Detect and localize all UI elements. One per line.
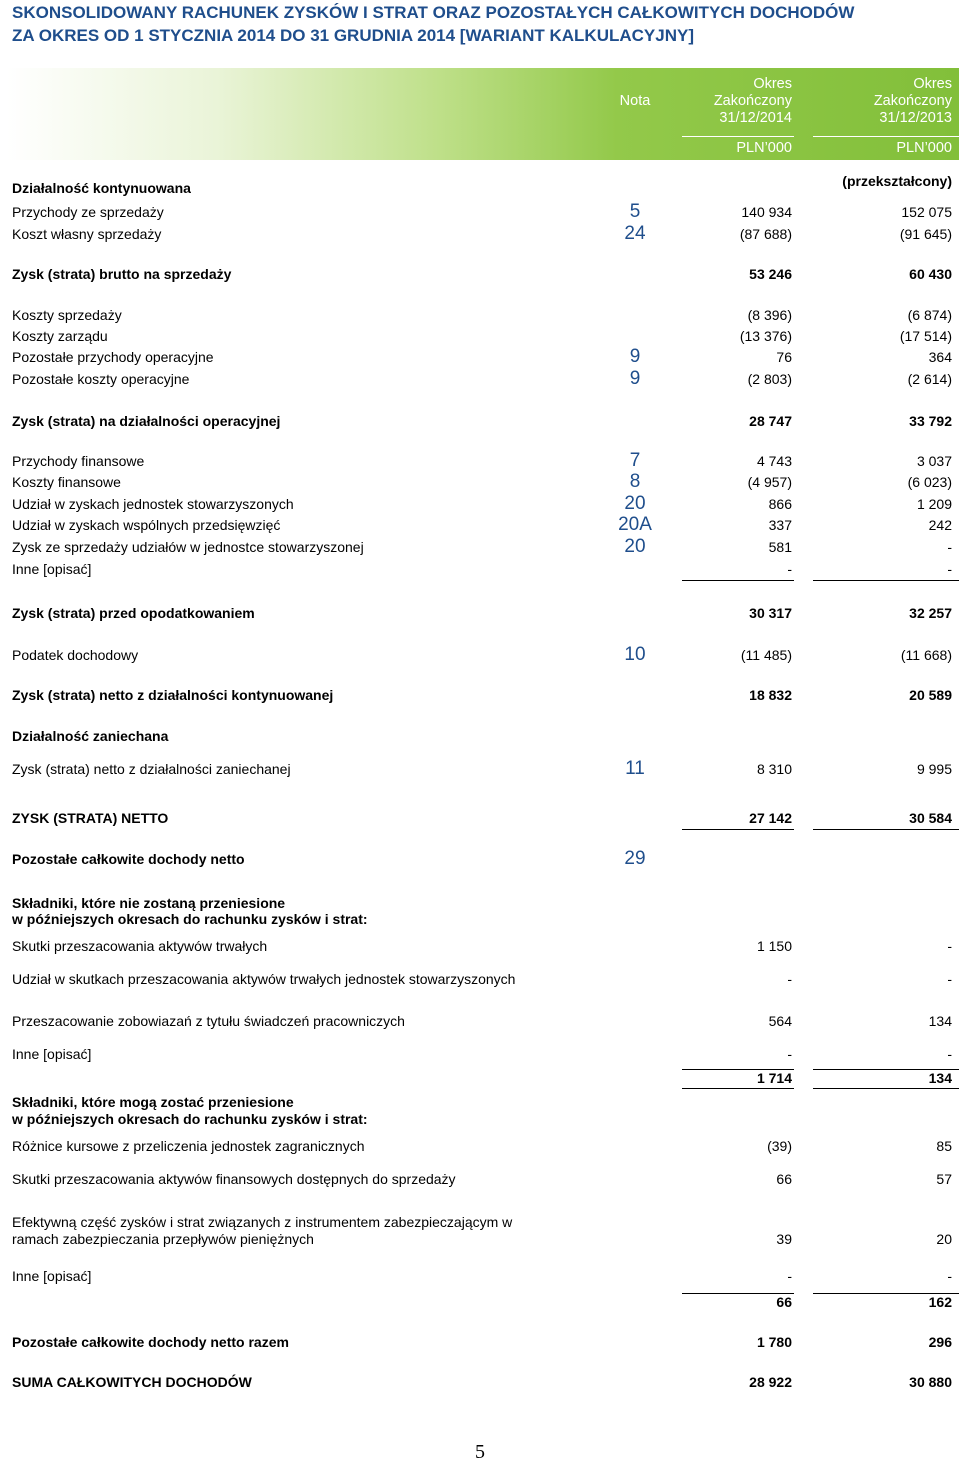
row-label: Koszty finansowe — [12, 474, 121, 490]
row-value-2014: 66 — [776, 1171, 792, 1187]
row-value-2014: 581 — [768, 539, 792, 555]
row-value-2013: 33 792 — [909, 413, 952, 429]
statement-title-line2: ZA OKRES OD 1 STYCZNIA 2014 DO 31 GRUDNIA 2014 [WARIANT KALKULACYJNY] — [12, 26, 694, 45]
row-value-2014: (13 376) — [739, 328, 792, 344]
table-row — [0, 1266, 960, 1286]
row-value-2013: (17 514) — [899, 328, 952, 344]
row-value-2014: 337 — [768, 517, 792, 533]
row-value-2013: - — [947, 561, 952, 577]
row-value-2013: 1 209 — [916, 496, 952, 512]
header-col2-line3: 31/12/2013 — [879, 110, 952, 126]
row-label: Składniki, które mogą zostać przeniesione — [12, 1094, 294, 1110]
row-value-2013: (2 614) — [907, 371, 952, 387]
row-label: Udział w skutkach przeszacowania aktywów trwałych jednostek stowarzyszonych — [12, 971, 516, 987]
table-row — [0, 305, 960, 325]
row-note: 11 — [625, 758, 645, 779]
row-label: Działalność zaniechana — [12, 728, 169, 744]
table-row — [0, 1068, 960, 1088]
row-value-2013: 32 257 — [909, 605, 952, 621]
total-underline — [813, 829, 959, 830]
row-label: Działalność kontynuowana — [12, 180, 191, 196]
table-row — [0, 264, 960, 284]
row-value-2013: - — [947, 971, 952, 987]
row-value-2013: - — [947, 1046, 952, 1062]
row-value-2014: (11 485) — [740, 647, 792, 663]
row-label: Skutki przeszacowania aktywów finansowych dostępnych do sprzedaży — [12, 1171, 456, 1187]
row-value-2013: 30 584 — [909, 810, 952, 826]
table-row — [0, 559, 960, 579]
row-note: 29 — [624, 848, 646, 869]
header-col1-line1: Okres — [753, 76, 792, 92]
table-row — [0, 849, 960, 869]
header-divider-col1 — [682, 136, 794, 137]
row-label: Udział w zyskach wspólnych przedsięwzięć — [12, 517, 281, 533]
row-label: Efektywną część zysków i strat związanych z instrumentem zabezpieczającym w — [12, 1214, 513, 1230]
row-value-2013: - — [947, 938, 952, 954]
table-row — [0, 726, 960, 746]
table-row — [0, 1292, 960, 1312]
row-value-2014: 66 — [776, 1294, 792, 1310]
table-row — [0, 1169, 960, 1189]
row-value-2014: 1 780 — [756, 1334, 792, 1350]
total-underline — [682, 829, 794, 830]
row-label: Koszty sprzedaży — [12, 307, 122, 323]
row-value-2013: 242 — [928, 517, 952, 533]
table-row — [0, 411, 960, 431]
header-col2-unit: PLN’000 — [896, 140, 952, 156]
row-value-2014: 76 — [776, 349, 792, 365]
table-row — [0, 969, 960, 989]
table-row — [0, 537, 960, 557]
header-restated-label: (przekształcony) — [842, 173, 952, 189]
row-label: Przychody finansowe — [12, 453, 145, 469]
row-value-2013: 152 075 — [901, 204, 952, 220]
table-row — [0, 326, 960, 346]
table-row — [0, 515, 960, 535]
table-row — [0, 451, 960, 471]
row-note: 8 — [629, 471, 641, 492]
table-row — [0, 645, 960, 665]
row-label: Inne [opisać] — [12, 1046, 92, 1062]
table-row — [0, 494, 960, 514]
row-value-2013: 85 — [936, 1138, 952, 1154]
row-label: Zysk (strata) przed opodatkowaniem — [12, 605, 255, 621]
table-row — [0, 759, 960, 779]
row-label: Pozostałe koszty operacyjne — [12, 371, 190, 387]
row-value-2014: - — [787, 971, 792, 987]
row-label: Zysk ze sprzedaży udziałów w jednostce stowarzyszonej — [12, 539, 364, 555]
header-col1-line3: 31/12/2014 — [719, 110, 792, 126]
row-label: SUMA CAŁKOWITYCH DOCHODÓW — [12, 1374, 252, 1390]
row-value-2014: 866 — [768, 496, 792, 512]
table-row — [0, 1011, 960, 1031]
row-value-2013: 20 589 — [909, 687, 952, 703]
table-row — [0, 1136, 960, 1156]
row-note: 20 — [624, 536, 646, 557]
row-note: 10 — [624, 644, 646, 665]
total-underline — [813, 1069, 959, 1070]
row-value-2014: 1 150 — [756, 938, 792, 954]
row-label: Składniki, które nie zostaną przeniesione — [12, 895, 286, 911]
row-value-2013: 30 880 — [909, 1374, 952, 1390]
row-note: 20A — [618, 514, 652, 535]
table-row — [0, 1044, 960, 1064]
row-value-2013: 9 995 — [916, 761, 952, 777]
row-value-2014: 39 — [776, 1231, 792, 1247]
row-label: w późniejszych okresach do rachunku zysków i strat: — [12, 911, 368, 927]
row-value-2014: 28 747 — [749, 413, 792, 429]
row-note: 20 — [624, 493, 646, 514]
row-label: Zysk (strata) netto z działalności zaniechanej — [12, 761, 291, 777]
row-value-2014: 27 142 — [749, 810, 792, 826]
header-col2-line2: Zakończony — [873, 93, 952, 109]
row-value-2014: - — [787, 1268, 792, 1284]
row-value-2014: 18 832 — [749, 687, 792, 703]
row-label: Pozostałe całkowite dochody netto — [12, 851, 245, 867]
row-value-2014: (87 688) — [739, 226, 792, 242]
row-value-2014: (2 803) — [747, 371, 792, 387]
table-row — [0, 369, 960, 389]
row-value-2014: 4 743 — [756, 453, 792, 469]
row-value-2013: (6 023) — [907, 474, 952, 490]
row-label: Różnice kursowe z przeliczenia jednostek zagranicznych — [12, 1138, 365, 1154]
row-value-2013: 134 — [928, 1013, 952, 1029]
row-value-2013: 60 430 — [909, 266, 952, 282]
row-label: Pozostałe przychody operacyjne — [12, 349, 214, 365]
row-value-2014: (8 396) — [747, 307, 792, 323]
total-underline — [682, 1069, 794, 1070]
row-value-2014: 564 — [768, 1013, 792, 1029]
row-value-2013: 162 — [928, 1294, 952, 1310]
row-label: ramach zabezpieczania przepływów pieniężnych — [12, 1231, 314, 1247]
statement-title-line1: SKONSOLIDOWANY RACHUNEK ZYSKÓW I STRAT ORAZ POZOSTAŁYCH CAŁKOWITYCH DOCHODÓW — [12, 3, 855, 22]
row-value-2014: 1 714 — [756, 1070, 792, 1086]
row-value-2013: 3 037 — [916, 453, 952, 469]
row-value-2014: - — [787, 1046, 792, 1062]
header-nota: Nota — [619, 93, 651, 109]
row-value-2013: (11 668) — [900, 647, 952, 663]
row-value-2013: 364 — [928, 349, 952, 365]
header-col2-line1: Okres — [913, 76, 952, 92]
row-value-2013: - — [947, 539, 952, 555]
row-value-2013: 134 — [928, 1070, 952, 1086]
table-row — [0, 685, 960, 705]
row-value-2013: 20 — [936, 1231, 952, 1247]
row-value-2014: 30 317 — [749, 605, 792, 621]
row-label: Przeszacowanie zobowiazań z tytułu świadczeń pracowniczych — [12, 1013, 405, 1029]
row-value-2014: (39) — [767, 1138, 792, 1154]
row-label: Inne [opisać] — [12, 561, 92, 577]
table-row — [0, 1372, 960, 1392]
page-number: 5 — [475, 1441, 485, 1463]
row-value-2014: (4 957) — [747, 474, 792, 490]
total-underline — [682, 580, 794, 581]
row-value-2013: 57 — [936, 1171, 952, 1187]
row-label: Pozostałe całkowite dochody netto razem — [12, 1334, 289, 1350]
header-divider-col2 — [813, 136, 959, 137]
table-row — [0, 936, 960, 956]
row-value-2014: 140 934 — [741, 204, 792, 220]
table-row — [0, 472, 960, 492]
row-value-2014: 28 922 — [749, 1374, 792, 1390]
total-underline — [682, 1088, 794, 1089]
table-row — [0, 1229, 960, 1249]
row-note: 24 — [624, 223, 646, 244]
row-note: 5 — [629, 201, 641, 222]
row-value-2013: (6 874) — [907, 307, 952, 323]
row-value-2014: 8 310 — [756, 761, 792, 777]
table-row — [0, 347, 960, 367]
table-row — [0, 224, 960, 244]
table-row — [0, 808, 960, 828]
row-value-2014: 53 246 — [749, 266, 792, 282]
table-row — [0, 178, 960, 198]
total-underline — [813, 1088, 959, 1089]
row-label: Zysk (strata) brutto na sprzedaży — [12, 266, 232, 282]
row-value-2014: - — [787, 561, 792, 577]
row-note: 7 — [629, 450, 641, 471]
row-label: Udział w zyskach jednostek stowarzyszonych — [12, 496, 294, 512]
row-value-2013: 296 — [928, 1334, 952, 1350]
row-label: Skutki przeszacowania aktywów trwałych — [12, 938, 268, 954]
row-note: 9 — [629, 346, 641, 367]
row-label: Koszty zarządu — [12, 328, 108, 344]
row-value-2013: (91 645) — [899, 226, 952, 242]
row-label: Koszt własny sprzedaży — [12, 226, 162, 242]
row-label: ZYSK (STRATA) NETTO — [12, 810, 169, 826]
row-note: 9 — [629, 368, 641, 389]
table-row — [0, 202, 960, 222]
row-label: Przychody ze sprzedaży — [12, 204, 164, 220]
row-value-2013: - — [947, 1268, 952, 1284]
row-label: w późniejszych okresach do rachunku zysków i strat: — [12, 1111, 368, 1127]
row-label: Podatek dochodowy — [12, 647, 139, 663]
header-col1-line2: Zakończony — [713, 93, 792, 109]
row-label: Zysk (strata) netto z działalności kontynuowanej — [12, 687, 334, 703]
total-underline — [682, 1293, 794, 1294]
total-underline — [813, 1293, 959, 1294]
table-row — [0, 603, 960, 623]
total-underline — [813, 580, 959, 581]
table-row — [0, 1332, 960, 1352]
table-row — [0, 1109, 960, 1129]
row-label: Zysk (strata) na działalności operacyjnej — [12, 413, 281, 429]
header-col1-unit: PLN’000 — [736, 140, 792, 156]
row-label: Inne [opisać] — [12, 1268, 92, 1284]
table-row — [0, 909, 960, 929]
